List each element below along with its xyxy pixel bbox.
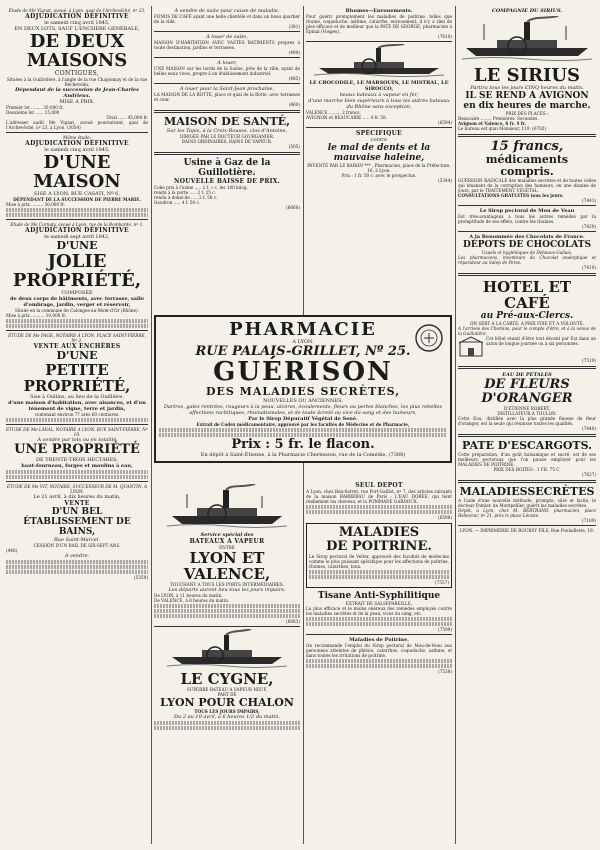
ad-ref: (7557) — [435, 580, 449, 585]
ad-location: Rue Saint-Marcel. — [54, 537, 100, 543]
ad-price-line: Deuxième lot ...... 15,000 — [6, 110, 60, 115]
divider — [6, 330, 148, 331]
divider — [6, 132, 148, 133]
ad-ref: (7189) — [582, 518, 596, 523]
divider — [458, 231, 596, 232]
ad-price-line: rendu à domicile ..... 2 f. 50 c. — [154, 195, 218, 200]
ad-ref: (485) — [288, 76, 300, 81]
ad-title: ADJUDICATION DÉFINITIVE — [25, 140, 129, 147]
body-text — [154, 721, 300, 730]
ad-text: FONDS DE CAFÉ ayant une belle clientèle et dans un beau quartier de la ville. — [154, 14, 300, 24]
ad-title: A louer pour la Saint-Jean prochaine, — [179, 86, 275, 92]
pharmacie-sirop: Par le Sirop Dépuratif Végétal de Sené. — [248, 416, 358, 422]
ad-area: contenant environ 77 ares 60 centiares. — [34, 412, 120, 417]
column-3 — [306, 8, 452, 310]
ad-text: Pour guérir promptement les maladies de poitrine, telles que rhume, coqueluche, asthme, catarrhe, enrouement, il n'y a rien de plus efficace et de meilleur que la PATE DE GEORGÉ, pharmacien à Épinal (Vosges). — [306, 14, 452, 34]
ad-description-2: haut-fourneau, forges et moulins à eau, — [21, 463, 133, 469]
ad-price-title: MISE A PRIX. — [59, 99, 95, 105]
ad-ref: (7519) — [582, 358, 596, 363]
ad-headline-2: PETITE PROPRIÉTÉ, — [23, 361, 131, 395]
body-text — [6, 560, 148, 574]
hotel-row — [458, 336, 596, 358]
ad-text: Cette préparation, d'un goût balsamique et sucré, est de ses meilleurs pectoraux que l'on puisse employer pour les MALADIES DE POITRINE. — [458, 452, 596, 467]
ad-title: SPÉCIFIQUE — [355, 130, 403, 137]
ad-dependency: Dépendant de la succession de Jean-Charles Andrieux. — [15, 87, 139, 99]
ad-ref: (381) — [288, 24, 300, 29]
ad-title: NOUVELLE BAISSE DE PRIX. — [173, 178, 281, 185]
ad-text: A l'aide d'une nouvelle méthode, prompte, sûre et facile, le docteur Pomier, de Montpellier, guérit les maladies secrètes. — [458, 498, 596, 508]
ad-headline-2: JOLIE PROPRIÉTÉ, — [12, 251, 142, 291]
pharmacie-subtitle: DES MALADIES SECRÈTES, — [205, 385, 401, 398]
steamboat-illustration — [167, 484, 287, 530]
ad-location: SISE A LYON, RUE CASATI, Nº 6, — [34, 191, 120, 197]
body-text — [159, 428, 447, 437]
divider — [458, 366, 596, 369]
ad-subtitle: Usuels et hygiéniques de Debauve-Gallais. — [481, 250, 573, 255]
steamboat-illustration — [167, 629, 287, 669]
column-2-lower — [154, 482, 300, 842]
pharmacie-city: A LYON. — [292, 339, 314, 345]
ad-headline: Usine à Gaz de la Guillotière. — [183, 158, 271, 178]
divider — [458, 273, 596, 276]
ad-text: d'une marche bien supérieure à tous les autres bateaux du Rhône sans exception. — [308, 98, 450, 110]
sirius-note: Le bureau est quai Monsieur, 119. (6702) — [458, 126, 547, 131]
ad-headline: DÉPOTS DE CHOCOLATS — [463, 240, 591, 250]
divider — [306, 41, 452, 42]
body-text — [6, 418, 148, 422]
steam-departures: Les départs auront lieu tous les jours impairs, — [168, 587, 286, 593]
body-text — [309, 570, 449, 579]
ad-header: ÉTUDE DE Me PAGE, NOTAIRE À LYON, PLACE SAINT-PIERRE, Nº 2. — [8, 333, 146, 343]
cygne-headline: LE CYGNE, — [180, 670, 274, 688]
pharmacie-street: RUE PALAIS-GRILLET, Nº 25. — [195, 344, 411, 359]
steam-headline: LYON ET VALENCE, — [183, 549, 271, 583]
sirius-price-line: Beaucaire ........ Premières. Secondes. — [458, 116, 539, 121]
column-rule — [455, 6, 456, 844]
ad-ref: (7610) — [438, 34, 452, 39]
steam-between: ENTRE — [219, 545, 235, 550]
pharmacie-price: Prix : 5 fr. le flacon. — [231, 437, 375, 452]
ad-text: On recommande l'emploi du Sirop pectoral de Mou-de-Veau aux personnes atteintes de phtisie, catarrhes, coqueluche, asthme, et dans toutes les irritations de poitrine. — [306, 643, 452, 658]
ad-ref: (6668) — [286, 205, 300, 210]
ad-text: LA MAISON DE LA ROTTE, place et quai de la Rotte, avec terrasses et cour. — [154, 92, 300, 102]
ad-text: A Lyon, chez Bon-Serret, rue Port-Gaillot, nº 7, des articles suivants de la maison BARRERAU de Paris : L'EAU DOREE, qui teint réellement les cheveux, et la POMMADE GARDOUX. — [306, 489, 452, 504]
pharmacie-new: NOUVELLES OU ANCIENNES, — [263, 398, 343, 404]
ad-headline-2: au Pré-aux-Clercs. — [480, 311, 574, 321]
pharmacy-seal-icon — [414, 323, 444, 353]
pharmacie-ad — [154, 315, 452, 463]
ad-ref: (7538) — [438, 669, 452, 674]
ad-title: Maladies de Poitrine. — [349, 637, 409, 643]
cygne-destination: LYON POUR CHALON — [160, 696, 294, 709]
ad-ref: (6594) — [438, 120, 452, 125]
ad-price-line: Mise à prix .......... 10,000 fr. — [6, 313, 67, 318]
ad-ref: (7410) — [582, 265, 596, 270]
divider — [306, 127, 452, 128]
ad-ref: (7599) — [438, 627, 452, 632]
ad-depot: Dépôt, à Lyon, chez M. BERTRAND, pharmacien, place Bellecour, nº 21, près le place Léviste. — [458, 508, 596, 518]
ad-headline-2: CONTIGUES, — [54, 70, 100, 77]
divider — [458, 480, 596, 483]
ad-subtitle: D'ÉTIENNE ROBERT, — [503, 406, 551, 411]
ad-headline: contre — [370, 137, 388, 143]
body-text — [6, 470, 148, 479]
ad-description: de deux corps de bâtiments, avec terrasse, salle d'ombrage, jardin, verger et réservoir, — [9, 296, 145, 308]
ad-text: UNE MAISON sur les bords de la Saône, près de la ville, ayant de belles eaux vives, propre à un établissement industriel. — [154, 66, 300, 76]
ad-headline: D'UNE MAISON — [33, 152, 121, 192]
body-text — [306, 505, 452, 514]
ad-title: SEUL DÉPOT — [355, 482, 403, 489]
ad-text: Les pharmaciens, inventeurs du Chocolat analeptique et réparateur au Salep de Perse. — [458, 255, 596, 265]
divider — [458, 134, 596, 137]
divider — [6, 219, 148, 220]
ad-headline: UNE PROPRIÉTÉ — [14, 442, 140, 457]
ad-header: ÉTUDE DE Me LAVAL, NOTAIRE A LYON, RUE SAINT-PIERRE, Nº 10. — [6, 427, 148, 437]
ad-headline: HOTEL ET CAFÉ — [482, 278, 572, 312]
ad-signature: L'adresser audit Me Vignat, avoué poursuivant, quai de l'Archevêché, nº 23, à Lyon. (3054) — [6, 120, 148, 130]
ad-price-line: Mise à prix ......... 30,000 fr. — [6, 202, 65, 207]
ad-ref: (7420) — [582, 224, 596, 229]
ad-ref: (505) — [288, 144, 300, 149]
ad-text: Cette Eau, distillée avec la plus grande finesse de fleur d'oranger, est la seule qui réunisse toutes les qualités. — [458, 416, 596, 426]
ad-title: A la Renommée des Chocolats de France. — [469, 234, 585, 240]
ad-consult: CONSULTATIONS GRATUITES tous les jours. — [458, 193, 564, 198]
ad-headline: Tisane Anti-Syphilitique — [317, 591, 441, 601]
divider — [458, 434, 596, 437]
ad-headline: DE DEUX MAISONS — [26, 31, 128, 71]
sirius-prices-title: PRIX DES PLACES : — [505, 111, 549, 116]
steam-subtitle: TOUCHANT A TOUS LES PORTS INTERMÉDIAIRES. — [170, 582, 284, 587]
divider — [154, 110, 300, 113]
ad-price: Prix : 1 fr. 50 c. avec le prospectus. — [341, 173, 417, 178]
ad-header: Étude de Me Cornuty, avoué à Lyon, rue de la Bombarde, nº 1. — [10, 222, 144, 227]
ad-title: ADJUDICATION DÉFINITIVE — [25, 227, 129, 234]
ad-subtitle: ON SERT A LA CARTE, A PRIX FIXE ET A VOLONTÉ. — [469, 321, 585, 326]
ad-title: A vendre de suite pour cause de maladie. — [174, 8, 280, 14]
ad-subtitle: A vendre. — [64, 553, 90, 559]
ad-title: Rhumes—Enrouements. — [345, 8, 413, 14]
body-text — [154, 604, 300, 618]
sirius-headline-2: IL SE REND A AVIGNON en dix heures de marche. — [463, 91, 591, 111]
ad-ref: (446) — [6, 548, 18, 553]
ad-header: Étude de Me Vignat, avoué, à Lyon, quai de l'Archevêché, nº 23. — [8, 8, 146, 13]
ad-headline: 15 francs, — [490, 139, 564, 154]
ad-headline: MAISON DE SANTÉ, — [164, 115, 290, 128]
divider — [6, 481, 148, 482]
divider — [154, 152, 300, 155]
ad-text: La plus efficace et le moins onéreux des remèdes employés contre les maladies secrètes et de la peau, vices du sang, etc. — [306, 606, 452, 616]
pharmacie-depot: En dépôt à Saint-Étienne, à la Pharmacie Chermezon, rue de la Comédie. (7388) — [200, 452, 406, 458]
steam-title: Service spécial des — [200, 532, 254, 538]
ad-location: Situées à la Guillotière, à l'angle de la rue Chaponnay et de la rue Béchevelin, — [6, 77, 148, 87]
printer-imprint: LYON. — IMPRIMERIE DE BOURSY FILS, Rue Poulaillerie, 19. — [459, 528, 595, 533]
ad-headline: D'UNE — [56, 239, 98, 252]
pharmacie-text: Dartres, gales rentrées, rougeurs à la peau, ulcères, écoulements, fleurs ou pertes blanches, les plus rebelles affections rachitiques, rhumatismales, et de toute âcreté ou vice du sang et des humeurs, — [163, 404, 443, 416]
ad-price-line: AVIGNON et BEAUCAIRE ..... 4 fr. 50. — [306, 115, 387, 120]
ad-ref: (6083) — [286, 619, 300, 624]
cygne-date: Du 2 au 10 avril, à 6 heures 1/2 du matin. — [174, 714, 280, 720]
body-text — [306, 617, 452, 626]
ad-subtitle-2: DISTILLATEUR A TOULON. — [497, 411, 557, 416]
steamboat-illustration — [462, 16, 592, 64]
pharmacie-title: PHARMACIE — [229, 319, 377, 340]
sirius-price-line: Avignon et Valence, 6 fr. 4 fr. — [458, 121, 526, 126]
sirius-subtitle: Partira tous les jours CINQ heures du matin. — [470, 85, 584, 91]
ad-cession: CESSION D'UN BAIL DE SIX-SEPT ANS. — [33, 543, 121, 548]
ad-title: A louer de suite, — [206, 34, 248, 40]
ad-headline-2: médicaments compris. — [485, 153, 569, 178]
ad-location: Sur les Tapis, à la Croix-Rousse, clos d'Antoine, — [166, 128, 288, 134]
ad-title: EAU DE PÉTALES — [502, 372, 552, 378]
ad-price-line: Goudron ..... 4 f. 50 c. — [154, 200, 201, 205]
ad-ships: LE CROCODILE, LE MARSOUIN, LE MISTRAL, LE SIROCCO, — [309, 80, 449, 92]
ad-price-line: Coke pris à l'usine ..... 2 f. » c. les 100 kilog. — [154, 185, 248, 190]
ad-subtitle: A vendre par lots ou en totalité — [37, 437, 117, 443]
ad-description: DE TRENTE-TROIS HECTARES, — [36, 457, 118, 463]
ad-title: VENTE — [64, 500, 90, 507]
ad-ref: (5344) — [438, 178, 452, 183]
ad-header: ÉTUDE DE Me VIT, NOTAIRE, SUCCESSEUR DE M. QUANTIN, A LYON. — [6, 484, 148, 494]
ad-ref: (7627) — [582, 472, 596, 477]
ad-text: INVENTÉ PAR LE BARON *** , Pharmacien, place de la Préfecture, 16, à Lyon. — [307, 163, 451, 173]
ad-title: Le Sirop pectoral de Mou de Veau — [479, 208, 575, 214]
ad-date: le samedi cinq avril 1845, — [44, 20, 110, 26]
ad-subtitle: Le 21 avril, à dix heures du matin, — [33, 494, 121, 500]
body-text — [6, 319, 148, 328]
divider — [6, 424, 148, 425]
hotel-icon — [458, 336, 484, 358]
column-rule — [151, 6, 152, 844]
ad-text: Le Sirop pectoral de Velter, approuvé des facultés de médecine comme le plus puissant spécifique pour les affections de poitrine, rhumes, catarrhes, toux. — [309, 554, 449, 569]
ad-price-total: Total ...... 45,000 fr. — [106, 115, 148, 120]
ad-bains: BAINS ORDINAIRES, BAINS DE VAPEUR. — [181, 139, 273, 144]
pharmacie-headline: GUÉRISON — [213, 357, 393, 387]
ad-director: DIRIGÉE PAR LE DOCTEUR GOURGANIER. — [179, 134, 275, 139]
column-3-lower — [306, 482, 452, 842]
steam-line: De LYON, à 11 heures du matin, — [154, 593, 223, 598]
steam-title-2: BATEAUX A VAPEUR — [189, 538, 265, 545]
ad-headline-2: le mal de dents et la mauvaise haleine, — [327, 143, 431, 163]
ad-ref: (460) — [288, 102, 300, 107]
ad-location: Située en la commune de Calonges-au-Mont-d'Or (Rhône). — [15, 308, 139, 313]
ad-price: PRIX DES BOITES : 1 FR. 75 C. — [493, 467, 561, 472]
body-text — [6, 208, 148, 217]
ad-ref: (7441) — [582, 198, 596, 203]
ad-text: MAISON D'HABITATION AVEC VASTES BATIMENTS propres à toute destination, jardins et terrasses. — [154, 40, 300, 50]
column-4 — [458, 8, 596, 842]
sirius-headline: LE SIRIUS — [473, 65, 581, 86]
ad-title: VENTE AUX ENCHÈRES — [33, 343, 121, 350]
ad-subtitle: beaux bateaux à vapeur en fer, — [339, 92, 419, 98]
ad-price-line: VALENCE ......... 2 francs. — [306, 110, 361, 115]
divider — [154, 83, 300, 84]
ad-headline-2: DE POITRINE. — [326, 539, 432, 554]
ad-headline: PATE D'ESCARGOTS. — [461, 439, 592, 452]
divider — [458, 205, 596, 206]
ad-text: Est très-avantageux à tous les autres remèdes par la promptitude de ses effets, contre les rhumes. — [458, 214, 596, 224]
steamboat-illustration — [314, 44, 444, 78]
column-2 — [154, 8, 300, 310]
ad-ref: (7440) — [582, 426, 596, 431]
steam-line: De VALENCE, à 8 heures du matin. — [154, 598, 230, 603]
ad-headline: DE FLEURS D'ORANGER — [481, 377, 573, 406]
divider — [306, 634, 452, 635]
ad-ref: (499) — [288, 50, 300, 55]
ad-title: ADJUDICATION DÉFINITIVE — [25, 13, 129, 20]
ad-date: le samedi cinq avril 1845, — [44, 147, 110, 153]
ad-title: A louer, — [217, 60, 237, 66]
ad-header: Même étude. — [63, 135, 91, 140]
ad-price-line: rendu à la porte ..... 2 f. 25 c. — [154, 190, 216, 195]
ad-description: d'une maison d'habitation, avec aisances, et d'un tènement de vigne, terre et jardin, — [8, 400, 146, 412]
cygne-days: TOUS LES JOURS IMPAIRS, — [194, 709, 260, 714]
divider — [458, 525, 596, 526]
ad-ref: (5359) — [134, 575, 148, 580]
ad-subtitle: EN DEUX LOTS, SAUF L'ENCHÈRE GÉNÉRALE, — [14, 26, 140, 32]
maladies-box — [306, 523, 452, 588]
cygne-part: PART DE — [217, 692, 237, 697]
ad-dependency: DÉPENDANT DE LA SUCCESSION DE PIERRE MARIE. — [13, 197, 141, 202]
ad-italic-text: A l'arrivée des Chemins, pour le compte d'être, et à la venue de la Guillotière. — [458, 326, 596, 336]
ad-headline: D'UNE — [56, 349, 98, 362]
ad-title: COMPAGNIE DU SIRIUS. — [491, 8, 563, 14]
pharmacie-approved: Extrait de Codex médicamentaire, approuvé par les facultés de Médecine et de Pharmacie, — [196, 422, 410, 427]
body-text — [306, 659, 452, 668]
column-1 — [6, 8, 148, 842]
ad-ref: (6598) — [438, 515, 452, 520]
cygne-subtitle: SUPERBE BATEAU A VAPEUR NEUF, — [186, 687, 268, 692]
ad-price-line: Premier lot ........ 30,000 fr. — [6, 105, 64, 110]
divider — [154, 626, 300, 627]
divider — [154, 31, 300, 32]
ad-composee: COMPOSÉE — [61, 290, 93, 296]
ad-text: GUÉRISON RADICALE des maladies secrètes et de toutes celles qui émanent de la corruption des humeurs, en une dizaine de jours, par le TRAITEMENT VÉGÉTAL. — [458, 178, 596, 193]
ad-text: Cet hôtel réunit d'être tout décent par Est dans un salon de longue journée ou à six personnes. — [486, 336, 596, 346]
divider — [154, 57, 300, 58]
ad-headline: MALADIESSECRÈTES — [459, 485, 595, 498]
ad-headline: D'UN BEL ÉTABLISSEMENT DE BAINS, — [23, 507, 131, 537]
ad-location: Sise à Oullins, au lieu de la Guillière, — [30, 394, 124, 400]
ad-headline: MALADIES — [338, 525, 420, 540]
ad-subtitle: EXTRAIT DE SALSEPAREILLE, — [345, 601, 413, 606]
ad-date: le samedi sept avril 1842, — [44, 234, 110, 240]
